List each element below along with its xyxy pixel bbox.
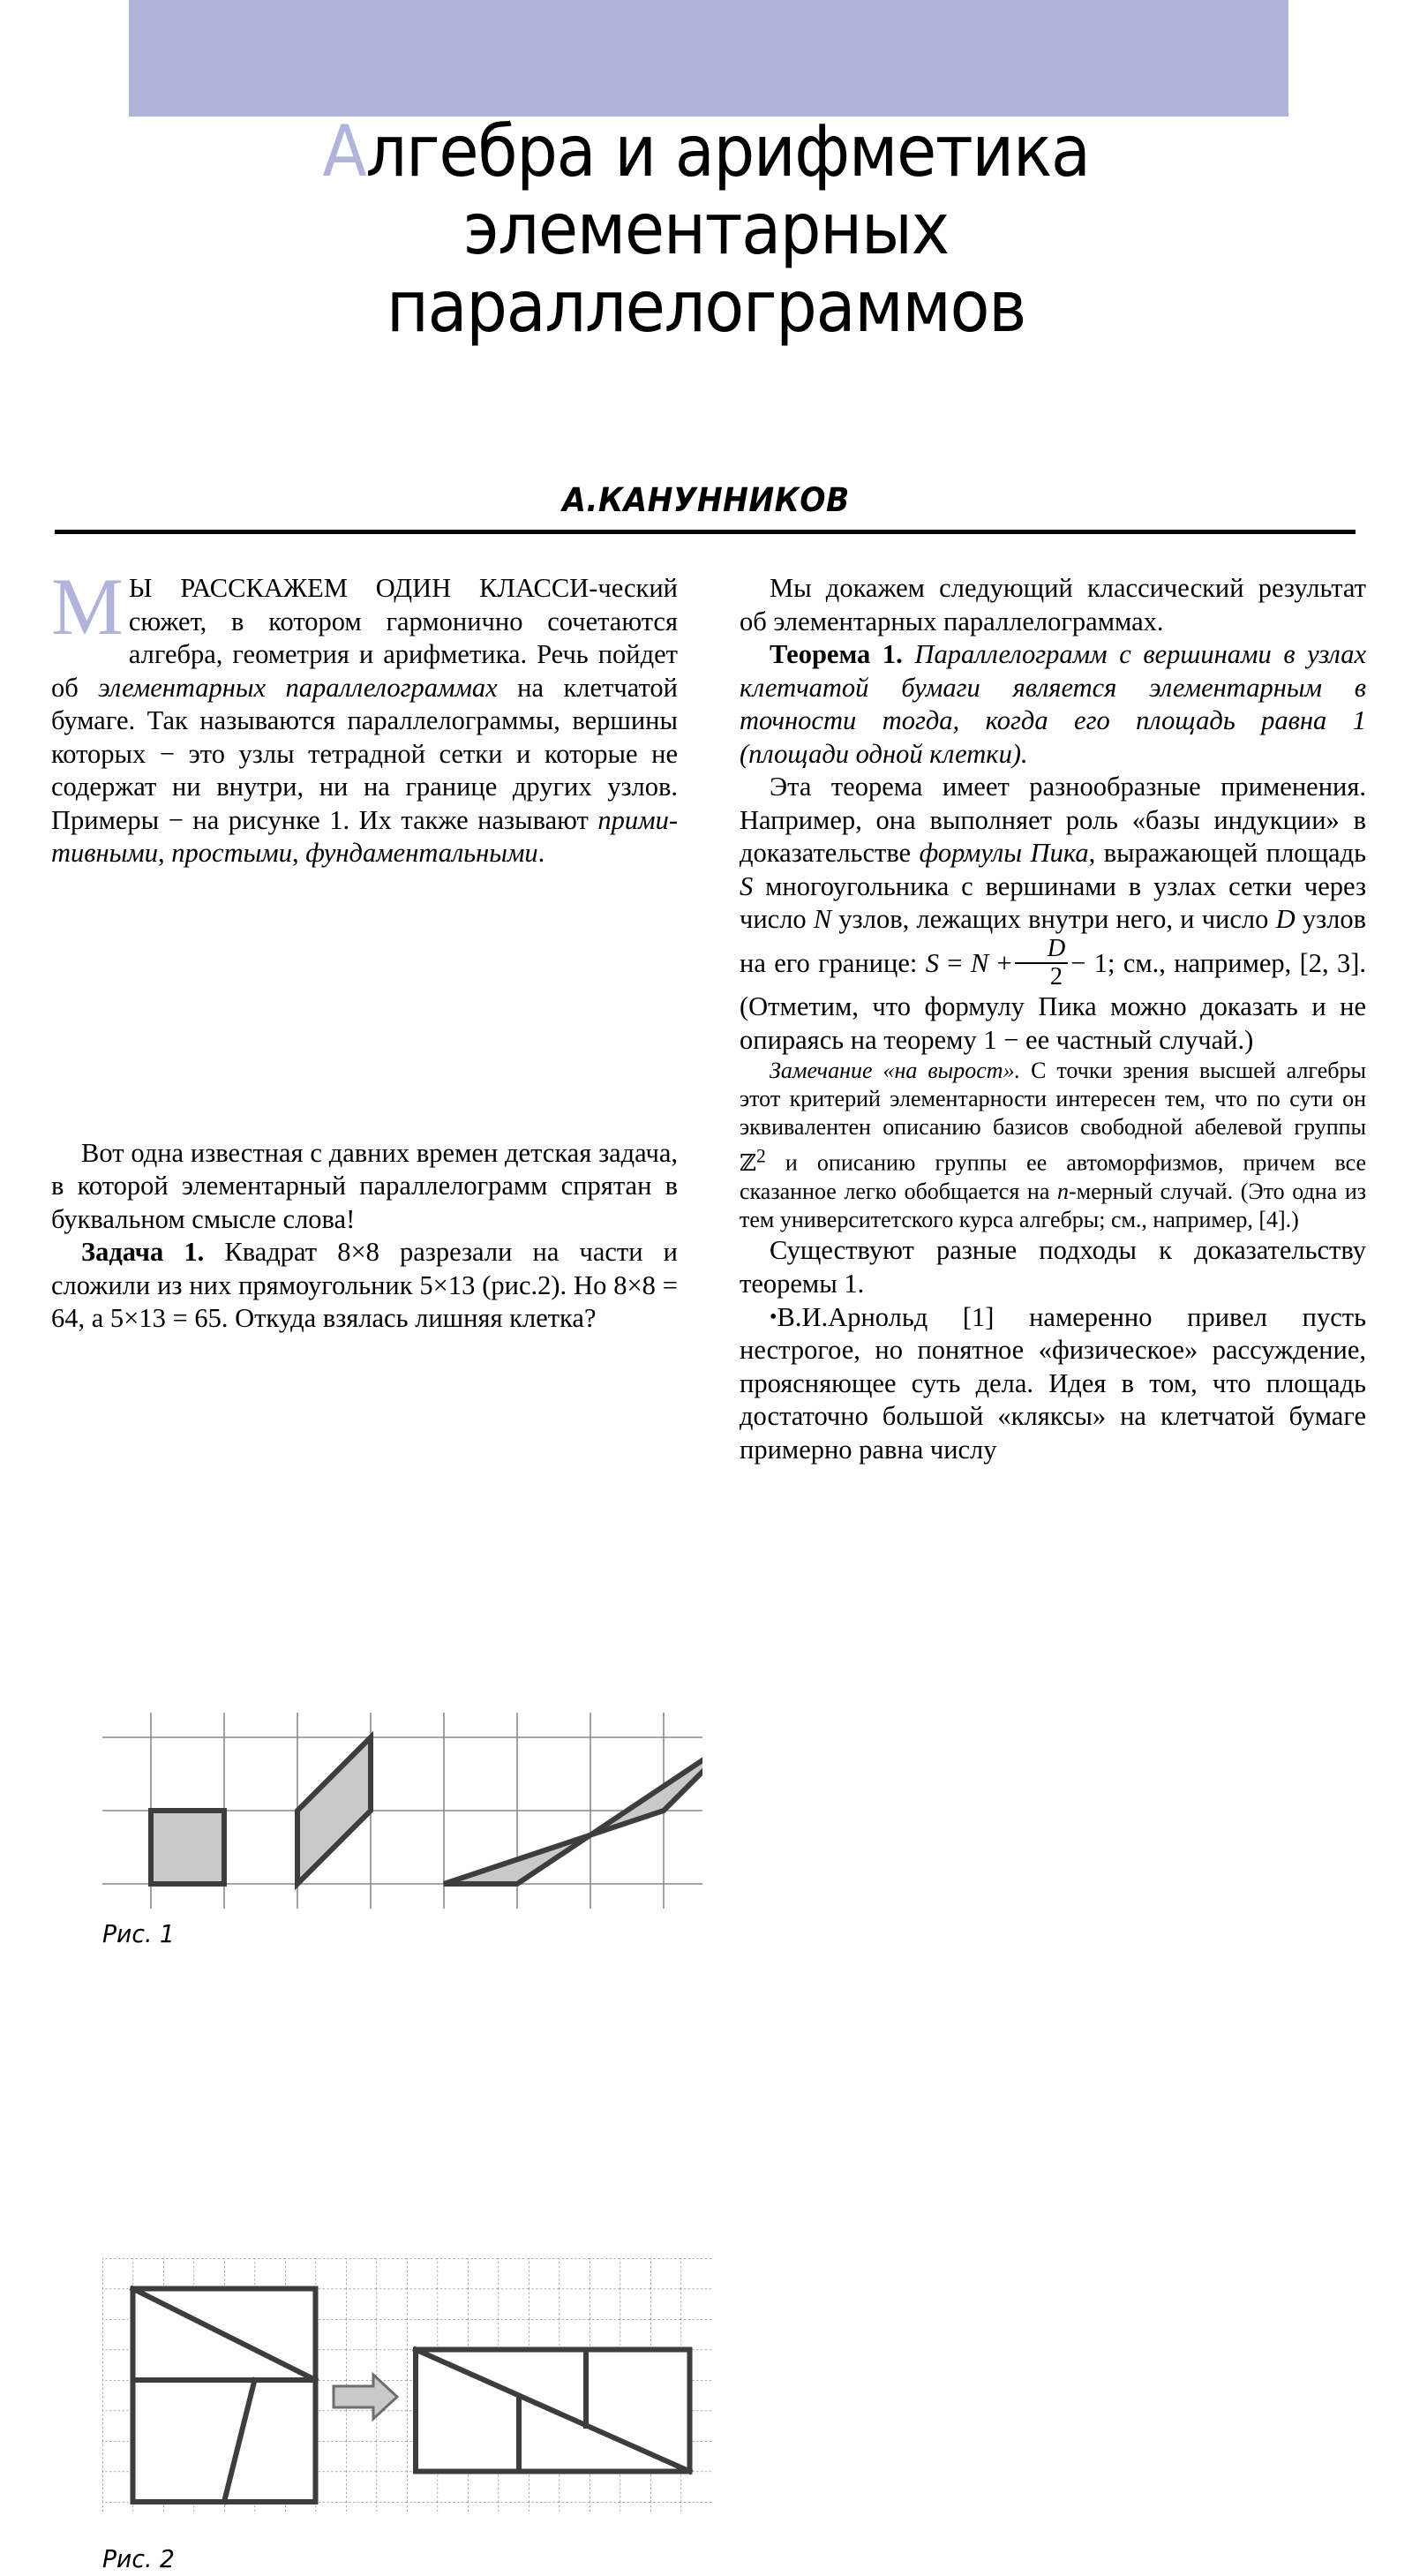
p3-text-d: узлов, лежащих внутри него, и число (831, 904, 1276, 934)
title-line-3: параллелограммов (386, 266, 1026, 348)
figure-1-elementary-parallelograms (102, 1713, 702, 1917)
p1-text-a: ческий сюжет, в котором гармонично сочетаются алгебра, геометрия и арифметика. Речь пойдет об (51, 573, 678, 703)
formula-denominator: 2 (1049, 963, 1063, 991)
left-paragraph-1 (51, 561, 678, 870)
figure-1-caption: Рис. 1 (102, 1919, 175, 1948)
theorem-1-statement: Параллелограмм с вершинами в узлах клетчатой бумаги является элементарным в точности тогда, когда его площадь равна 1 (площади одной клетки). (740, 639, 1366, 769)
formula-numerator: D (1047, 934, 1066, 962)
remark-text-b: и описанию группы ее автоморфизмов, причем все сказанное легко обобщается на (740, 1150, 1366, 1204)
formula-eq: = (947, 947, 963, 978)
figure-1-spacer (51, 870, 678, 1137)
term-fundamental: фундаментальными (305, 838, 538, 868)
header-divider-rule (55, 530, 1356, 534)
task-1-text: Квадрат 8×8 разрезали на части и сложили из них прямоугольник 5×13 (рис.2). Но 8×8 = 64, а 5×13 = 65. Откуда взялась лишняя клетка? (51, 1237, 678, 1333)
right-paragraph-3 (740, 771, 1366, 1057)
formula-N: N (970, 947, 989, 978)
lead-smallcaps: Ы РАССКАЖЕМ ОДИН КЛАССИ- (128, 573, 598, 603)
paragraph-dropcap: М (51, 561, 124, 652)
p1-sep-1: , (158, 838, 172, 868)
figure-2-square-dissection (102, 2258, 711, 2523)
theorem-1-label: Теорема 1. (770, 639, 903, 669)
left-paragraph-2: Вот одна известная с давних времен детская задача, в которой элементарный параллелограмм спрятан в буквальном смысле слова! (51, 1137, 678, 1234)
math-group-Z (740, 1145, 766, 1177)
formula-plus: + (996, 947, 1012, 978)
right-paragraph-4: Существуют разные подходы к доказательству теоремы 1. (740, 1235, 1366, 1299)
figure-2-caption: Рис. 2 (102, 2544, 175, 2573)
figure-1-svg (102, 1713, 702, 1909)
author-byline: А.КАНУННИКОВ (562, 481, 850, 519)
title-line-1-rest: лгебра и арифметика (365, 110, 1090, 192)
formula-minus: − (1070, 947, 1086, 978)
formula-one: 1 (1093, 947, 1108, 978)
pick-formula (925, 934, 1115, 991)
remark-label: Замечание «на вырост». (770, 1058, 1021, 1084)
right-paragraph-5-arnold (740, 1300, 1366, 1466)
bullet-point-icon: • (770, 1305, 777, 1329)
p1-text-b: на клетчатой бумаге. Так называются параллелограммы, вершины которых − это узлы тетрадной сетки и которые не содержат ни внутри, ни на границе других узлов. Примеры − на рисунке 1. Их также называют (51, 672, 678, 835)
task-1-label: Задача 1. (81, 1237, 205, 1267)
p3-text-c: многоугольника с вершинами в узлах сетки через число (740, 870, 1366, 934)
right-column (740, 572, 1366, 1466)
math-var-n: n (1057, 1179, 1070, 1204)
theorem-1 (740, 638, 1366, 771)
formula-fraction (1015, 934, 1068, 991)
fig1-unit-square (151, 1811, 224, 1884)
term-primitive: примитивными (51, 804, 678, 868)
p1-text-end: . (537, 838, 545, 868)
remark-text-c: -мерный случай. (Это одна из тем университетского курса алгебры; см., например, [4].) (740, 1179, 1367, 1232)
title-line-1 (154, 110, 1258, 192)
remark-paragraph (740, 1057, 1366, 1234)
p3-text-b: , выражающей площадь (1088, 838, 1367, 868)
math-var-S: S (740, 870, 754, 901)
term-simple: простыми (171, 838, 292, 868)
p1-sep-2: , (291, 838, 306, 868)
math-var-D: D (1275, 904, 1296, 934)
title-dropcap-letter: А (322, 110, 366, 192)
title-line-2: элементарных (463, 188, 949, 270)
p3-text-a: Эта теорема имеет разнообразные применения. Например, она выполняет роль «базы индукции» в доказательстве (740, 772, 1366, 868)
p3-text-f: см., например, [2, 3]. (Отметим, что формулу Пика можно доказать и не опираясь на теорему 1 − ее частный случай.) (740, 947, 1367, 1055)
fig2-square-8x8 (133, 2289, 316, 2503)
term-elementary-parallelograms: элементарных параллелограммах (98, 672, 498, 703)
figure-2-svg (102, 2258, 711, 2514)
formula-semicolon: ; (1108, 947, 1115, 978)
p3-text-e: узлов на его границе: (740, 904, 1366, 978)
right-paragraph-1: Мы докажем следующий классический результат об элементарных параллелограммах. (740, 573, 1366, 636)
formula-lhs: S (925, 947, 939, 978)
arnold-text: В.И.Арнольд [1] намеренно привел пусть нестрогое, но понятное «физическое» рассуждение, проясняющее суть дела. Идея в том, что площадь достаточно большой «кляксы» на клетчатой бумаге примерно равна числу (740, 1301, 1366, 1465)
fig1-shear-1-parallelogram (297, 1737, 371, 1884)
math-symbol-Z: ℤ (740, 1150, 756, 1177)
math-exponent-2: 2 (755, 1145, 766, 1167)
term-pick-formula: формулы Пика (919, 838, 1089, 868)
left-paragraph-3 (51, 1236, 678, 1336)
math-var-N: N (813, 904, 832, 934)
fig2-rectangle-5x13 (416, 2350, 690, 2472)
left-column (51, 561, 678, 2573)
page-title (154, 110, 1258, 348)
header-color-band (129, 0, 1288, 117)
remark-text-a: С точки зрения высшей алгебры этот критерий элементарности интересен тем, что по сути он эквивалентен описанию базисов свободной абелевой группы (740, 1058, 1366, 1141)
